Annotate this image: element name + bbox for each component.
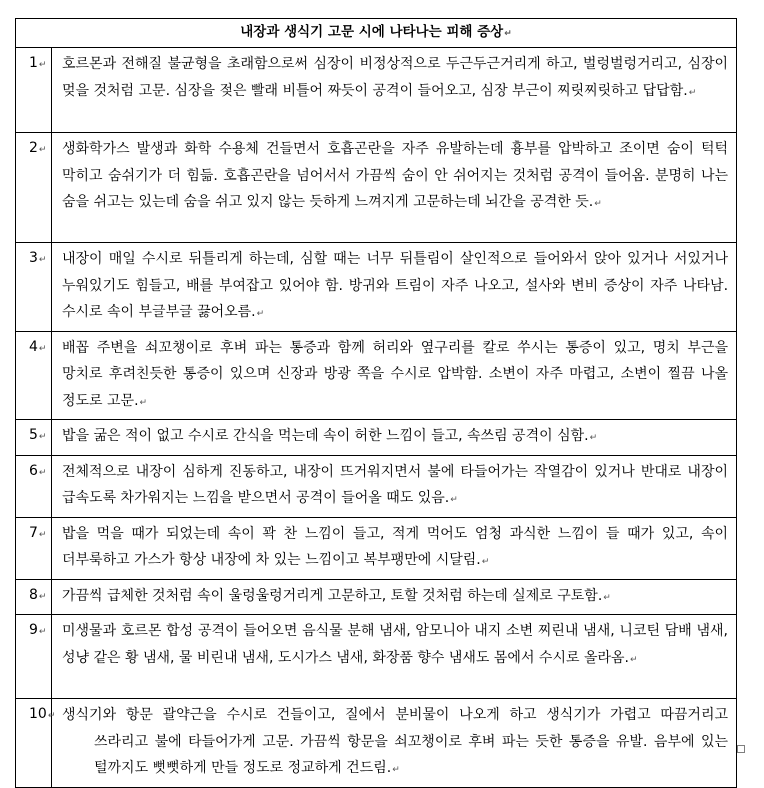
row-text-cell[interactable] bbox=[52, 579, 737, 615]
row-number-cell[interactable] bbox=[16, 615, 52, 699]
row-text: 호르몬과 전해질 불균형을 초래함으로써 심장이 비정상적으로 두근두근거리게 하고, 벌렁벌렁거리고, 심장이 멎을 것처럼 고문. 심장을 젖은 빨래 비틀어 짜듯이 공격이 들어오고, 심장 부근이 찌릿찌릿하고 답답함. bbox=[62, 56, 729, 99]
symptoms-table bbox=[15, 18, 737, 788]
paragraph-mark-icon: ↵ bbox=[450, 495, 458, 505]
row-text-cell[interactable] bbox=[52, 133, 737, 243]
paragraph-mark-icon: ↵ bbox=[38, 529, 47, 540]
paragraph-mark-icon: ↵ bbox=[38, 60, 47, 70]
paragraph-mark-icon: ↵ bbox=[603, 592, 611, 603]
row-number-cell[interactable] bbox=[16, 699, 56, 788]
paragraph-mark-icon: ↵ bbox=[38, 591, 47, 602]
row-number-cell[interactable] bbox=[16, 331, 52, 420]
table-row bbox=[16, 699, 737, 788]
paragraph-mark-icon: ↵ bbox=[481, 557, 490, 567]
row-number: 1 bbox=[29, 55, 38, 71]
row-text: 내장이 매일 수시로 뒤틀리게 하는데, 심할 때는 너무 뒤틀림이 살인적으로 들어와서 앉아 있거나 서있거나 누워있기도 힘들고, 배를 부여잡고 있어야 함. 방귀와 트림이 자주 나오고, 설사와 변비 증상이 자주 나타남. 수시로 속이 부글부글 끓어오름. bbox=[62, 251, 729, 320]
table-row bbox=[16, 517, 737, 579]
row-text: 밥을 먹을 때가 되었는데 속이 꽉 찬 느낌이 들고, 적게 먹어도 엄청 과식한 느낌이 들 때가 있고, 속이 더부룩하고 가스가 항상 내장에 차 있는 느낌이고 복부팽만에 시달림. bbox=[62, 525, 729, 568]
paragraph-mark-icon: ↵ bbox=[688, 87, 697, 98]
table-title-cell[interactable] bbox=[16, 19, 737, 48]
paragraph-mark-icon: ↵ bbox=[504, 29, 512, 39]
table-row bbox=[16, 455, 737, 517]
row-number-cell[interactable] bbox=[16, 517, 52, 579]
table-row bbox=[16, 48, 737, 133]
row-number: 2 bbox=[29, 140, 38, 156]
table-row bbox=[16, 420, 737, 456]
paragraph-mark-icon: ↵ bbox=[38, 343, 47, 354]
table-row bbox=[16, 579, 737, 615]
paragraph-mark-icon: ↵ bbox=[38, 432, 47, 442]
row-text: 가끔씩 급체한 것처럼 속이 울렁울렁거리게 고문하고, 토할 것처럼 하는데 실제로 구토함. bbox=[62, 587, 603, 604]
table-row bbox=[16, 243, 737, 332]
table-row bbox=[16, 133, 737, 243]
row-number: 8 bbox=[29, 586, 38, 603]
row-number: 3 bbox=[29, 250, 38, 266]
row-number-cell[interactable] bbox=[16, 133, 52, 243]
row-number-cell[interactable] bbox=[16, 243, 52, 332]
row-text bbox=[62, 702, 728, 784]
row-number: 4 bbox=[29, 338, 38, 355]
paragraph-mark-icon: ↵ bbox=[256, 309, 265, 319]
row-text-cell[interactable] bbox=[52, 517, 737, 579]
row-text: 미생물과 호르몬 합성 공격이 들어오면 음식물 분해 냄새, 암모니아 내지 소변 찌린내 냄새, 니코틴 담배 냄새, 성냥 같은 황 냄새, 물 비린내 냄새, 도시가스 냄새, 화장품 향수 냄새도 몸에서 수시로 올라옴. bbox=[62, 623, 729, 666]
row-text-content: 생식기와 항문 괄약근을 수시로 건들이고, 질에서 분비물이 나오게 하고 생식기가 가렵고 따끔거리고 쓰라리고 불에 타들어가게 고문. 가끔씩 항문을 쇠꼬챙이로 후벼 파는 듯한 통증을 유발. 음부에 있는 털까지도 뻣뻣하게 만들 정도로 정교하게 건드림. bbox=[62, 707, 729, 776]
row-text-cell[interactable] bbox=[52, 48, 737, 133]
row-number: 5 bbox=[29, 427, 38, 443]
table-row bbox=[16, 331, 737, 420]
paragraph-mark-icon: ↵ bbox=[38, 255, 47, 265]
paragraph-mark-icon: ↵ bbox=[38, 467, 47, 478]
row-text: 생화학가스 발생과 화학 수용체 건들면서 호흡곤란을 자주 유발하는데 흉부를 압박하고 조이면 숨이 턱턱 막히고 숨쉬기가 더 힘듦. 호흡곤란을 넘어서서 가끔씩 숨이 안 쉬어지는 것처럼 공격이 들어옴. 분명히 나는 숨을 쉬고는 있는데 숨을 쉬고 있지 않는 듯하게 느껴지게 고문하는데 뇌간을 공격한 듯. bbox=[62, 141, 729, 210]
paragraph-mark-icon: ↵ bbox=[38, 627, 47, 637]
row-number-cell[interactable] bbox=[16, 48, 52, 133]
paragraph-mark-icon: ↵ bbox=[629, 654, 638, 665]
paragraph-mark-icon: ↵ bbox=[589, 433, 598, 443]
row-number: 9 bbox=[29, 622, 38, 638]
row-number: 10 bbox=[29, 706, 47, 722]
row-text-cell[interactable] bbox=[52, 331, 737, 420]
row-text: 밥을 굶은 적이 없고 수시로 간식을 먹는데 속이 허한 느낌이 들고, 속쓰림 공격이 심함. bbox=[62, 428, 589, 444]
table-title-row bbox=[16, 19, 737, 48]
paragraph-mark-icon: ↵ bbox=[47, 711, 56, 721]
paragraph-mark-icon: ↵ bbox=[139, 397, 148, 408]
table-row bbox=[16, 615, 737, 699]
paragraph-mark-icon: ↵ bbox=[38, 145, 47, 155]
row-number: 6 bbox=[29, 462, 38, 479]
row-text-cell[interactable] bbox=[52, 243, 737, 332]
paragraph-mark-icon: ↵ bbox=[594, 199, 602, 209]
table-title: 내장과 생식기 고문 시에 나타나는 피해 증상 bbox=[240, 24, 504, 40]
paragraph-mark-icon: ↵ bbox=[392, 765, 400, 775]
row-number-cell[interactable] bbox=[16, 579, 52, 615]
row-number-cell[interactable] bbox=[16, 420, 52, 456]
table-resize-handle[interactable] bbox=[737, 745, 745, 753]
row-text-cell[interactable] bbox=[52, 455, 737, 517]
row-text-cell[interactable] bbox=[52, 699, 737, 788]
row-number: 7 bbox=[29, 524, 38, 541]
row-text: 전체적으로 내장이 심하게 진동하고, 내장이 뜨거워지면서 불에 타들어가는 작열감이 있거나 반대로 내장이 급속도록 차가워지는 느낌을 받으면서 공격이 들어올 때도 있음. bbox=[62, 463, 729, 506]
row-text: 배꼽 주변을 쇠꼬챙이로 후벼 파는 통증과 함께 허리와 옆구리를 칼로 쑤시는 통증이 있고, 명치 부근을 망치로 후려친듯한 통증이 있으며 신장과 방광 쪽을 수시로 압박함. 소변이 자주 마렵고, 소변이 찔끔 나올 정도로 고문. bbox=[62, 339, 729, 409]
row-text-cell[interactable] bbox=[52, 420, 737, 456]
row-number-cell[interactable] bbox=[16, 455, 52, 517]
row-text-cell[interactable] bbox=[52, 615, 737, 699]
